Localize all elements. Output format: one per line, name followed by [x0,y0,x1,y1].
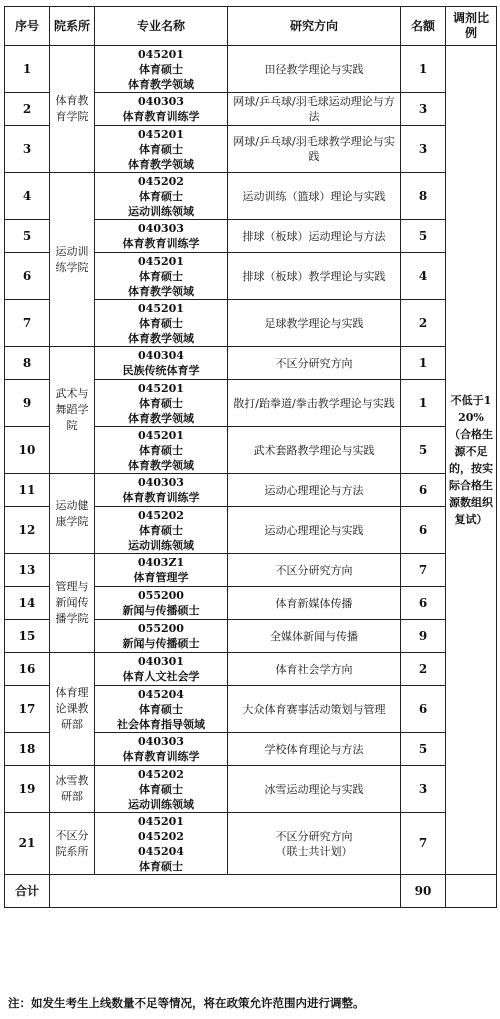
major-cell [95,587,228,620]
direction-cell: 不区分研究方向 [228,554,401,587]
seq-cell: 10 [5,427,50,474]
seq-cell: 21 [5,813,50,875]
major-line: 体育硕士 [139,702,183,716]
quota-cell: 1 [401,380,446,427]
major-line: 040303 [138,222,184,235]
quota-cell: 8 [401,173,446,220]
quota-cell: 6 [401,686,446,733]
major-cell [95,620,228,653]
seq-cell: 6 [5,253,50,300]
quota-cell: 9 [401,620,446,653]
major-line: 045201 [138,47,184,61]
major-line: 体育教学领域 [128,458,194,472]
college-cell: 运动训练学院 [50,173,95,347]
seq-cell: 16 [5,653,50,686]
major-cell [95,46,228,93]
total-ratio-blank [446,875,497,908]
major-line: 体育硕士 [139,859,183,873]
college-cell: 体育理论课教研部 [50,653,95,766]
major-cell [95,126,228,173]
seq-cell: 1 [5,46,50,93]
major-line: 运动训练领域 [128,797,194,811]
header-ratio: 调剂比例 [446,7,497,46]
major-line: 体育硕士 [139,269,183,283]
major-cell [95,474,228,507]
major-line: 体育教学领域 [128,284,194,298]
direction-cell: 体育社会学方向 [228,653,401,686]
seq-cell: 12 [5,507,50,554]
major-line: 040303 [138,476,184,489]
major-line: 045201 [138,254,184,268]
major-line: 体育教学领域 [128,157,194,171]
quota-cell: 7 [401,813,446,875]
direction-cell: 学校体育理论与方法 [228,733,401,766]
college-cell: 武术与舞蹈学院 [50,347,95,474]
quota-cell: 7 [401,554,446,587]
major-line: 045201 [138,127,184,141]
direction-cell: 排球（板球）运动理论与方法 [228,220,401,253]
table-row [5,474,497,507]
college-cell: 不区分院系所 [50,813,95,875]
quota-cell: 5 [401,220,446,253]
direction-cell: 运动心理理论与实践 [228,507,401,554]
header-college: 院系所 [50,7,95,46]
major-line: 045202 [138,829,184,843]
quota-cell: 5 [401,427,446,474]
major-line: 体育管理学 [133,571,189,584]
college-cell: 冰雪教研部 [50,766,95,813]
table-row [5,347,497,380]
quota-cell: 6 [401,587,446,620]
seq-cell: 15 [5,620,50,653]
major-cell [95,300,228,347]
total-quota: 90 [401,875,446,908]
quota-cell: 1 [401,46,446,93]
major-line: 体育硕士 [139,189,183,203]
major-line: 045201 [138,301,184,315]
major-cell [95,173,228,220]
direction-cell: 不区分研究方向 [228,347,401,380]
total-label: 合计 [5,875,50,908]
direction-cell: 运动训练（篮球）理论与实践 [228,173,401,220]
quota-cell: 2 [401,300,446,347]
major-cell [95,93,228,126]
major-line: 0403Z1 [137,556,185,569]
major-line: 体育硕士 [139,782,183,796]
major-line: 055200 [138,589,184,602]
major-line: 040303 [138,95,184,108]
major-cell [95,554,228,587]
direction-cell: 运动心理理论与方法 [228,474,401,507]
major-line: 040304 [138,349,184,362]
footnote: 注：如发生考生上线数量不足等情况，将在政策允许范围内进行调整。 [8,996,365,1010]
direction-cell: 足球教学理论与实践 [228,300,401,347]
major-line: 体育人文社会学 [122,670,200,683]
major-line: 045204 [138,844,184,858]
college-cell: 管理与新闻传播学院 [50,554,95,653]
major-line: 045202 [138,508,184,522]
quota-cell: 5 [401,733,446,766]
major-cell [95,507,228,554]
major-line: 运动训练领域 [128,204,194,218]
table-row [5,766,497,813]
major-line: 体育教育训练学 [122,237,200,250]
seq-cell: 13 [5,554,50,587]
seq-cell: 8 [5,347,50,380]
major-line: 体育教学领域 [128,411,194,425]
seq-cell: 2 [5,93,50,126]
direction-cell: 冰雪运动理论与实践 [228,766,401,813]
direction-cell: 网球/乒乓球/羽毛球运动理论与方法 [228,93,401,126]
major-line: 新闻与传播硕士 [122,604,200,617]
major-line: 体育硕士 [139,62,183,76]
major-line: 体育硕士 [139,142,183,156]
header-seq: 序号 [5,7,50,46]
major-line: 055200 [138,622,184,635]
major-cell [95,813,228,875]
major-line: 社会体育指导领域 [117,717,205,731]
direction-line: （联士共计划） [275,844,353,858]
quota-cell: 6 [401,507,446,554]
header-row [5,7,497,46]
major-line: 民族传统体育学 [122,364,200,377]
major-line: 045201 [138,428,184,442]
quota-cell: 1 [401,347,446,380]
major-line: 体育教育训练学 [122,750,200,763]
table-row [5,813,497,875]
major-line: 体育硕士 [139,316,183,330]
major-line: 体育教学领域 [128,331,194,345]
direction-cell [228,813,401,875]
table-body [5,46,497,908]
direction-cell: 体育新媒体传播 [228,587,401,620]
table-row [5,173,497,220]
major-cell [95,733,228,766]
header-major: 专业名称 [95,7,228,46]
header-quota: 名额 [401,7,446,46]
direction-cell: 大众体育赛事活动策划与管理 [228,686,401,733]
seq-cell: 18 [5,733,50,766]
seq-cell: 5 [5,220,50,253]
major-line: 体育教育训练学 [122,110,200,123]
major-line: 体育硕士 [139,443,183,457]
major-line: 045202 [138,767,184,781]
direction-cell: 网球/乒乓球/羽毛球教学理论与实践 [228,126,401,173]
direction-line: 不区分研究方向 [275,829,353,843]
major-line: 040301 [138,655,184,668]
major-line: 体育教学领域 [128,77,194,91]
major-line: 新闻与传播硕士 [122,637,200,650]
major-cell [95,380,228,427]
major-cell [95,766,228,813]
seq-cell: 17 [5,686,50,733]
major-cell [95,653,228,686]
seq-cell: 3 [5,126,50,173]
major-cell [95,253,228,300]
table-row [5,46,497,93]
quota-cell: 3 [401,766,446,813]
major-line: 体育教育训练学 [122,491,200,504]
seq-cell: 9 [5,380,50,427]
major-line: 体育硕士 [139,396,183,410]
total-row [5,875,497,908]
major-line: 040303 [138,735,184,748]
quota-cell: 3 [401,93,446,126]
quota-cell: 6 [401,474,446,507]
college-cell: 体育教育学院 [50,46,95,173]
major-cell [95,427,228,474]
total-blank [50,875,401,908]
major-line: 运动训练领域 [128,538,194,552]
major-line: 045204 [138,687,184,701]
direction-cell: 田径教学理论与实践 [228,46,401,93]
direction-cell: 武术套路教学理论与实践 [228,427,401,474]
quota-cell: 3 [401,126,446,173]
major-line: 045201 [138,381,184,395]
enrollment-table [4,6,497,908]
seq-cell: 19 [5,766,50,813]
major-line: 体育硕士 [139,523,183,537]
table-row [5,653,497,686]
ratio-cell: 不低于120%（合格生源不足的，按实际合格生源数组织复试） [446,46,497,875]
quota-cell: 2 [401,653,446,686]
direction-cell: 全媒体新闻与传播 [228,620,401,653]
seq-cell: 11 [5,474,50,507]
table-row [5,554,497,587]
major-cell [95,347,228,380]
major-cell [95,686,228,733]
seq-cell: 4 [5,173,50,220]
seq-cell: 7 [5,300,50,347]
direction-cell: 散打/跆拳道/拳击教学理论与实践 [228,380,401,427]
major-line: 045202 [138,174,184,188]
quota-cell: 4 [401,253,446,300]
college-cell: 运动健康学院 [50,474,95,554]
seq-cell: 14 [5,587,50,620]
major-line: 045201 [138,814,184,828]
major-cell [95,220,228,253]
header-direction: 研究方向 [228,7,401,46]
direction-cell: 排球（板球）教学理论与实践 [228,253,401,300]
